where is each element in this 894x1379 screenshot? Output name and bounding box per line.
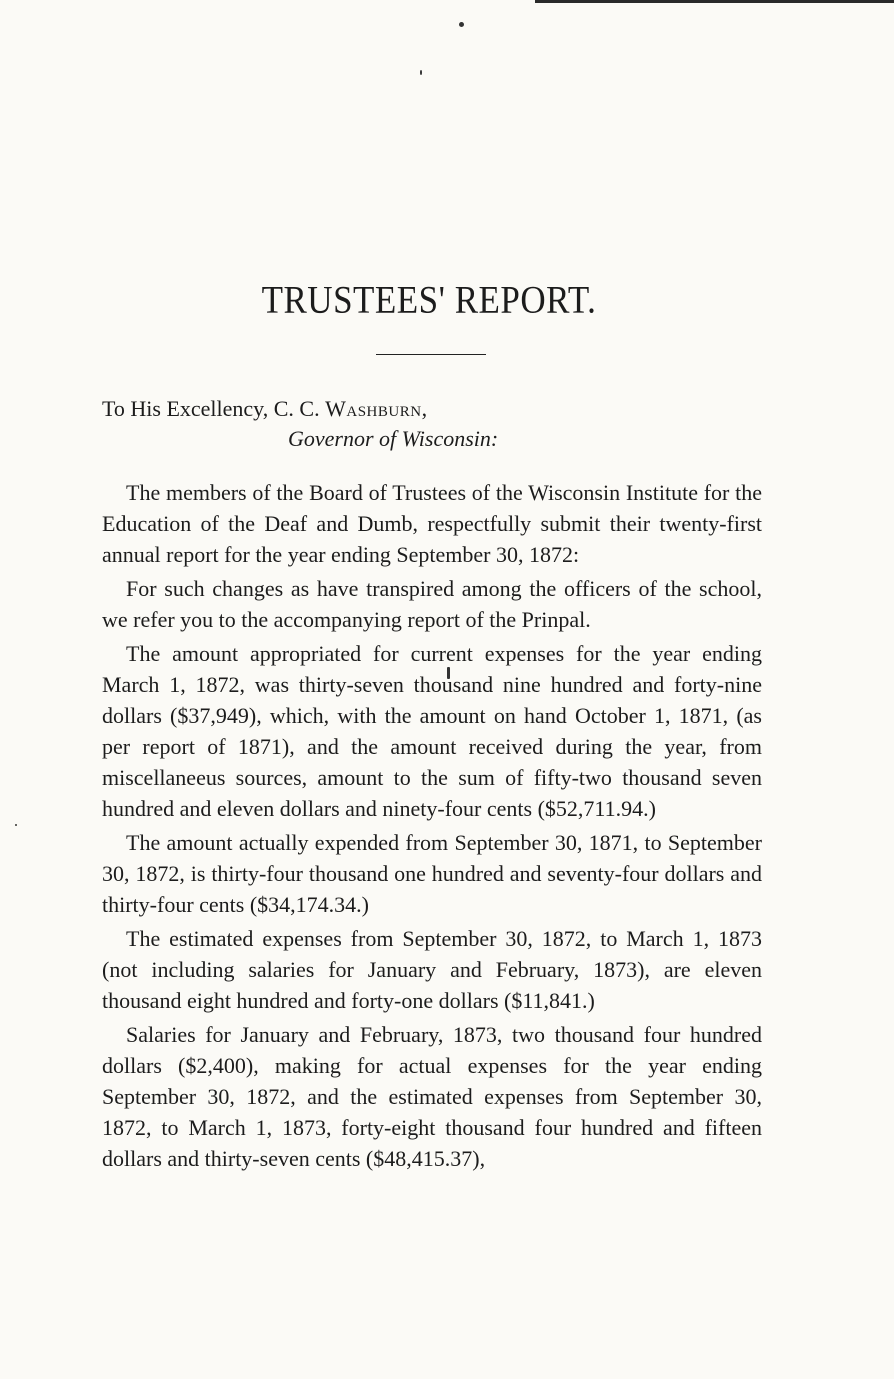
paragraph: The estimated expenses from September 30, 1872, to March 1, 1873 (not including salaries for January and February, 1873), are eleven thousand eight hundred and forty-one dollars ($11,841.) <box>102 926 762 1013</box>
paragraph: Salaries for January and February, 1873, two thousand four hundred dollars ($2,400), making for actual expenses for the year ending September 30, 1872, and the estimated expenses from September 30, 1872, to March 1, 1873, forty-eight thousand four hundred and fifteen dollars and thirty-seven cents ($48,415.37), <box>102 1022 762 1171</box>
paragraph: The amount actually expended from September 30, 1871, to September 30, 1872, is thirty-four thousand one hundred and seventy-four dollars and thirty-four cents ($34,174.34.) <box>102 830 762 917</box>
paragraph: The amount appropriated for current expenses for the year ending March 1, 1872, was thirty-seven thousand nine hundred and forty-nine dollars ($37,949), which, with the amount on hand October 1, 1871, (as per report of 1871), and the amount received during the year, from miscellaneeus sources, amount to the sum of fifty-two thousand seven hundred and eleven dollars and ninety-four cents ($52,711.94.) <box>102 641 762 821</box>
governor-name: Washburn <box>325 396 422 421</box>
governor-title: Governor of Wisconsin: <box>288 426 499 451</box>
paragraph: The members of the Board of Trustees of the Wisconsin Institute for the Education of the Deaf and Dumb, respectfully submit their twenty-first annual report for the year ending September 30, 1872: <box>102 480 762 567</box>
page-title: TRUSTEES' REPORT. <box>261 277 597 322</box>
paragraph: For such changes as have transpired among the officers of the school, we refer you to the accompanying report of the Prinpal. <box>102 576 762 632</box>
print-speck <box>459 22 464 27</box>
salutation-suffix: , <box>421 396 428 421</box>
report-body <box>102 477 762 1177</box>
top-edge-rule <box>535 0 894 3</box>
print-speck <box>15 824 17 826</box>
print-speck <box>420 70 422 75</box>
salutation-prefix: To His Excellency, C. C. <box>102 396 326 421</box>
title-divider <box>376 354 486 355</box>
salutation-line <box>102 393 427 424</box>
